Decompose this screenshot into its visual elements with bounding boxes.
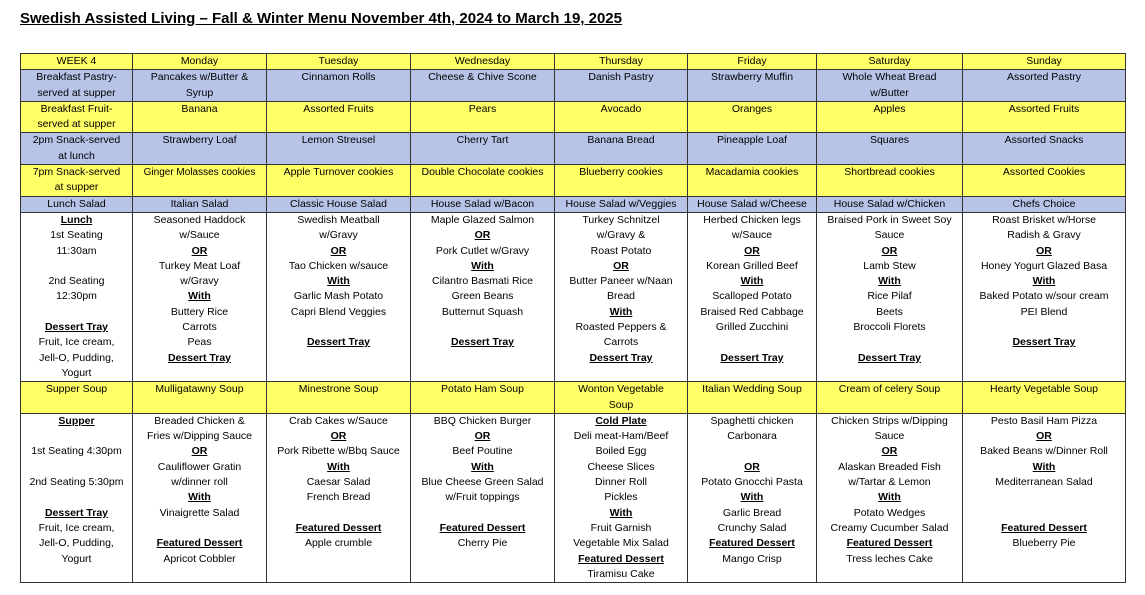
- menu-line: Squares: [869, 134, 910, 147]
- menu-line: Butternut Squash: [441, 305, 524, 318]
- menu-line: Syrup: [185, 86, 214, 99]
- menu-line: 2nd Seating: [48, 275, 105, 288]
- menu-line: [23, 259, 130, 274]
- menu-line: OR: [613, 259, 629, 272]
- menu-line: Banana: [181, 102, 218, 115]
- menu-line: [690, 444, 814, 459]
- menu-line: Cheese & Chive Scone: [428, 71, 537, 84]
- menu-line: Butter Paneer w/Naan: [569, 275, 673, 288]
- menu-line: Herbed Chicken legs: [703, 213, 801, 226]
- menu-cell-wednesday: [411, 212, 555, 381]
- menu-line: Turkey Schnitzel: [582, 213, 660, 226]
- menu-line: Jell-O, Pudding,: [39, 351, 114, 364]
- menu-line: Blueberry Pie: [1012, 537, 1076, 550]
- menu-line: Dessert Tray: [44, 321, 109, 334]
- row-label: [21, 70, 133, 102]
- menu-line: Dessert Tray: [450, 336, 515, 349]
- menu-line: [413, 320, 552, 335]
- menu-line: Italian Wedding Soup: [702, 383, 802, 396]
- menu-line: 2pm Snack-served: [32, 134, 121, 147]
- menu-line: Mediterranean Salad: [995, 476, 1093, 489]
- menu-cell-monday: [133, 70, 267, 102]
- menu-line: OR: [744, 460, 760, 473]
- menu-line: Potato Gnocchi Pasta: [701, 476, 803, 489]
- menu-cell-thursday: [555, 101, 688, 133]
- menu-line: Crunchy Salad: [717, 521, 787, 534]
- menu-line: Cauliflower Gratin: [157, 460, 242, 473]
- menu-line: Caesar Salad: [306, 476, 371, 489]
- menu-cell-sunday: [963, 133, 1126, 165]
- menu-line: With: [878, 275, 901, 288]
- day-header-wednesday: Wednesday: [411, 54, 555, 70]
- menu-line: served at supper: [37, 118, 116, 131]
- menu-line: Featured Dessert: [439, 521, 526, 534]
- menu-line: Yogurt: [61, 366, 92, 379]
- menu-cell-tuesday: [267, 133, 411, 165]
- menu-cell-friday: [688, 70, 817, 102]
- menu-line: Assorted Fruits: [303, 102, 374, 115]
- menu-line: Strawberry Muffin: [710, 71, 794, 84]
- menu-cell-thursday: [555, 133, 688, 165]
- day-header-thursday: Thursday: [555, 54, 688, 70]
- menu-line: Jell-O, Pudding,: [39, 537, 114, 550]
- menu-line: With: [609, 305, 633, 318]
- menu-cell-tuesday: [267, 212, 411, 381]
- menu-line: House Salad w/Cheese: [697, 197, 807, 210]
- menu-line: OR: [474, 229, 491, 242]
- menu-line: Macadamia cookies: [705, 166, 799, 179]
- lunch-row: [21, 212, 1126, 381]
- menu-line: Assorted Cookies: [1002, 166, 1086, 179]
- menu-line: Blueberry cookies: [579, 166, 663, 179]
- menu-line: Mulligatawny Soup: [155, 383, 244, 396]
- menu-line: Creamy Cucumber Salad: [830, 521, 949, 534]
- menu-line: Pickles: [604, 491, 638, 504]
- menu-line: Strawberry Loaf: [162, 134, 237, 147]
- menu-line: [690, 335, 814, 350]
- menu-line: OR: [474, 430, 491, 443]
- menu-line: Swedish Meatball: [297, 213, 380, 226]
- menu-line: w/Tartar & Lemon: [848, 476, 931, 489]
- menu-cell-wednesday: [411, 101, 555, 133]
- menu-line: Classic House Salad: [290, 197, 387, 210]
- menu-line: Breakfast Pastry-: [36, 71, 117, 84]
- menu-line: [23, 490, 130, 505]
- menu-line: at lunch: [58, 149, 95, 162]
- menu-line: Capri Blend Veggies: [290, 305, 387, 318]
- menu-line: Scalloped Potato: [712, 290, 792, 303]
- row-label: [21, 165, 133, 197]
- menu-cell-saturday: [817, 382, 963, 414]
- menu-cell-monday: [133, 212, 267, 381]
- menu-line: Dessert Tray: [857, 351, 922, 364]
- menu-line: OR: [191, 244, 208, 257]
- menu-cell-thursday: [555, 413, 688, 582]
- snack-2pm-row: [21, 133, 1126, 165]
- menu-line: OR: [881, 244, 898, 257]
- menu-line: Ginger Molasses cookies: [143, 167, 256, 179]
- menu-line: Assorted Fruits: [1008, 102, 1080, 115]
- menu-line: With: [609, 506, 633, 519]
- menu-line: 7pm Snack-served: [32, 166, 121, 179]
- menu-line: Blue Cheese Green Salad: [421, 476, 544, 489]
- menu-cell-saturday: [817, 212, 963, 381]
- menu-line: Dessert Tray: [720, 351, 784, 364]
- menu-cell-friday: [688, 101, 817, 133]
- menu-line: Honey Yogurt Glazed Basa: [980, 259, 1108, 272]
- menu-line: With: [740, 491, 764, 504]
- day-header-tuesday: Tuesday: [267, 54, 411, 70]
- menu-line: OR: [330, 430, 347, 443]
- menu-line: Cherry Tart: [456, 134, 509, 147]
- menu-cell-tuesday: [267, 165, 411, 197]
- menu-line: Fruit, Ice cream,: [38, 521, 115, 534]
- menu-line: Carrots: [182, 321, 217, 334]
- menu-line: House Salad w/Chicken: [833, 197, 946, 210]
- menu-line: Potato Wedges: [853, 506, 926, 519]
- menu-line: Carrots: [603, 336, 639, 349]
- week-label: WEEK 4: [21, 54, 133, 70]
- menu-line: With: [327, 275, 350, 288]
- row-label: [21, 101, 133, 133]
- snack-7pm-row: [21, 165, 1126, 197]
- menu-cell-friday: [688, 196, 817, 212]
- menu-line: Pork Ribette w/Bbq Sauce: [277, 445, 400, 458]
- supper-row: [21, 413, 1126, 582]
- menu-line: Featured Dessert: [709, 537, 795, 550]
- menu-cell-monday: [133, 196, 267, 212]
- menu-line: Vinaigrette Salad: [159, 506, 240, 519]
- menu-line: Sauce: [874, 430, 905, 443]
- menu-line: With: [188, 290, 211, 303]
- menu-line: [965, 320, 1123, 335]
- menu-line: Baked Potato w/sour cream: [979, 290, 1109, 303]
- menu-cell-friday: [688, 382, 817, 414]
- menu-line: Dinner Roll: [595, 476, 647, 489]
- menu-line: Wonton Vegetable: [578, 383, 664, 396]
- menu-line: Shortbread cookies: [844, 166, 935, 179]
- menu-line: [819, 335, 960, 350]
- menu-line: Seasoned Haddock: [153, 213, 246, 226]
- menu-line: Featured Dessert: [156, 537, 243, 550]
- menu-line: Cilantro Basmati Rice: [432, 275, 533, 288]
- day-header-monday: Monday: [133, 54, 267, 70]
- menu-line: [135, 521, 264, 536]
- menu-line: Maple Glazed Salmon: [430, 213, 535, 226]
- menu-cell-monday: [133, 382, 267, 414]
- menu-line: Green Beans: [451, 290, 514, 303]
- menu-line: Dessert Tray: [1012, 336, 1076, 349]
- menu-line: Garlic Bread: [722, 506, 782, 519]
- day-header-saturday: Saturday: [817, 54, 963, 70]
- menu-line: Pancakes w/Butter &: [150, 71, 249, 84]
- menu-cell-saturday: [817, 70, 963, 102]
- menu-cell-monday: [133, 101, 267, 133]
- menu-line: Vegetable Mix Salad: [573, 537, 669, 550]
- menu-line: Radish & Gravy: [1007, 229, 1081, 242]
- menu-line: [965, 506, 1123, 521]
- menu-line: Broccoli Florets: [853, 321, 926, 334]
- menu-line: Lunch: [60, 213, 93, 226]
- menu-cell-friday: [688, 165, 817, 197]
- menu-line: Supper Soup: [45, 383, 108, 396]
- menu-cell-thursday: [555, 165, 688, 197]
- menu-cell-friday: [688, 413, 817, 582]
- menu-line: [23, 429, 130, 444]
- menu-cell-saturday: [817, 165, 963, 197]
- menu-cell-sunday: [963, 212, 1126, 381]
- menu-line: Apple crumble: [304, 537, 373, 550]
- menu-line: Cherry Pie: [457, 537, 508, 550]
- menu-line: served at supper: [37, 86, 116, 99]
- menu-line: Dessert Tray: [44, 506, 109, 519]
- header-row: [21, 54, 1126, 70]
- menu-line: OR: [191, 445, 208, 458]
- menu-cell-friday: [688, 212, 817, 381]
- menu-line: OR: [881, 445, 898, 458]
- menu-line: [269, 506, 408, 521]
- menu-line: OR: [1036, 430, 1052, 443]
- menu-cell-wednesday: [411, 70, 555, 102]
- menu-line: Cinnamon Rolls: [301, 71, 376, 84]
- row-label: [21, 133, 133, 165]
- menu-line: Garlic Mash Potato: [293, 290, 384, 303]
- menu-cell-saturday: [817, 196, 963, 212]
- menu-line: w/Sauce: [179, 229, 220, 242]
- menu-line: Lamb Stew: [863, 259, 916, 272]
- menu-cell-monday: [133, 165, 267, 197]
- row-label: [21, 212, 133, 381]
- menu-cell-sunday: [963, 165, 1126, 197]
- menu-cell-monday: [133, 413, 267, 582]
- menu-line: Chefs Choice: [1012, 197, 1076, 210]
- menu-line: 12:30pm: [56, 290, 97, 303]
- supper-soup-row: [21, 382, 1126, 414]
- menu-line: Buttery Rice: [170, 305, 229, 318]
- menu-line: Fruit Garnish: [590, 521, 652, 534]
- menu-line: Hearty Vegetable Soup: [990, 383, 1098, 396]
- menu-line: Pineapple Loaf: [716, 134, 788, 147]
- menu-line: OR: [330, 244, 347, 257]
- menu-cell-wednesday: [411, 133, 555, 165]
- menu-line: Supper: [58, 414, 95, 427]
- menu-cell-friday: [688, 133, 817, 165]
- menu-line: Cold Plate: [595, 414, 647, 427]
- menu-line: [413, 506, 552, 521]
- menu-line: Alaskan Breaded Fish: [838, 460, 941, 473]
- menu-cell-saturday: [817, 133, 963, 165]
- day-header-friday: Friday: [688, 54, 817, 70]
- menu-cell-sunday: [963, 382, 1126, 414]
- menu-cell-tuesday: [267, 382, 411, 414]
- menu-line: Chicken Strips w/Dipping: [831, 414, 948, 427]
- menu-line: w/Sauce: [731, 229, 773, 242]
- menu-line: OR: [1036, 244, 1052, 257]
- menu-line: Featured Dessert: [846, 537, 933, 550]
- menu-cell-sunday: [963, 196, 1126, 212]
- menu-cell-thursday: [555, 70, 688, 102]
- menu-line: Sauce: [874, 229, 905, 242]
- menu-cell-sunday: [963, 101, 1126, 133]
- menu-line: Featured Dessert: [1001, 521, 1087, 534]
- menu-line: Breakfast Fruit-: [40, 102, 113, 115]
- menu-line: Rice Pilaf: [867, 290, 912, 303]
- menu-line: Breaded Chicken &: [154, 414, 245, 427]
- menu-line: w/Butter: [870, 86, 909, 99]
- menu-line: Banana Bread: [587, 134, 655, 147]
- menu-line: [269, 320, 408, 335]
- menu-line: Tao Chicken w/sauce: [288, 259, 389, 272]
- menu-line: Fries w/Dipping Sauce: [146, 430, 253, 443]
- menu-line: w/Fruit toppings: [445, 491, 520, 504]
- menu-line: With: [1032, 460, 1056, 473]
- menu-line: Braised Red Cabbage: [700, 305, 804, 318]
- menu-line: Bread: [606, 290, 636, 303]
- menu-line: Assorted Pastry: [1006, 71, 1082, 84]
- menu-line: Dessert Tray: [589, 351, 653, 364]
- menu-line: Apples: [873, 102, 906, 115]
- menu-line: [23, 460, 130, 475]
- menu-line: w/Gravy: [180, 275, 219, 288]
- menu-line: Pesto Basil Ham Pizza: [990, 414, 1098, 427]
- menu-cell-saturday: [817, 413, 963, 582]
- menu-cell-thursday: [555, 196, 688, 212]
- menu-line: OR: [744, 244, 760, 257]
- menu-line: Dessert Tray: [167, 351, 232, 364]
- menu-line: Braised Pork in Sweet Soy: [827, 213, 952, 226]
- menu-line: Italian Salad: [170, 197, 229, 210]
- menu-line: With: [471, 259, 494, 272]
- menu-cell-tuesday: [267, 101, 411, 133]
- row-label: [21, 196, 133, 212]
- menu-cell-thursday: [555, 382, 688, 414]
- menu-line: Tress leches Cake: [846, 552, 933, 565]
- menu-line: House Salad w/Veggies: [565, 197, 677, 210]
- menu-line: Mango Crisp: [722, 552, 782, 565]
- menu-line: Dessert Tray: [306, 336, 371, 349]
- menu-line: Baked Beans w/Dinner Roll: [980, 445, 1108, 458]
- menu-line: 1st Seating 4:30pm: [31, 445, 122, 458]
- menu-line: w/Gravy: [319, 229, 358, 242]
- menu-cell-wednesday: [411, 165, 555, 197]
- menu-cell-wednesday: [411, 413, 555, 582]
- menu-line: Roasted Peppers &: [575, 321, 667, 334]
- menu-line: With: [327, 460, 350, 473]
- menu-line: PEI Blend: [1020, 305, 1068, 318]
- menu-line: Potato Ham Soup: [441, 383, 524, 396]
- menu-line: Spaghetti chicken: [710, 414, 794, 427]
- breakfast-fruit-row: [21, 101, 1126, 133]
- menu-line: With: [878, 491, 901, 504]
- menu-line: With: [1032, 275, 1056, 288]
- menu-cell-monday: [133, 133, 267, 165]
- menu-line: w/dinner roll: [171, 476, 228, 489]
- menu-line: Beef Poutine: [452, 445, 513, 458]
- menu-table: [20, 53, 1126, 583]
- menu-line: Pears: [468, 102, 497, 115]
- page-title: Swedish Assisted Living – Fall & Winter Menu November 4th, 2024 to March 19, 2025: [20, 10, 622, 27]
- menu-line: Grilled Zucchini: [715, 321, 789, 334]
- menu-cell-sunday: [963, 413, 1126, 582]
- menu-line: BBQ Chicken Burger: [433, 414, 532, 427]
- menu-line: House Salad w/Bacon: [430, 197, 535, 210]
- menu-cell-sunday: [963, 70, 1126, 102]
- menu-line: Whole Wheat Bread: [842, 71, 937, 84]
- menu-line: 1st Seating: [50, 229, 103, 242]
- menu-line: Beets: [876, 305, 903, 318]
- menu-line: Crab Cakes w/Sauce: [289, 414, 388, 427]
- menu-line: Soup: [608, 398, 634, 411]
- menu-line: Avocado: [600, 102, 642, 115]
- menu-line: [965, 490, 1123, 505]
- menu-line: With: [471, 460, 494, 473]
- menu-line: French Bread: [306, 491, 371, 504]
- lunch-salad-row: [21, 196, 1126, 212]
- menu-cell-saturday: [817, 101, 963, 133]
- menu-line: Featured Dessert: [578, 552, 664, 565]
- menu-line: at supper: [54, 181, 99, 194]
- menu-line: Pork Cutlet w/Gravy: [435, 244, 530, 257]
- row-label: [21, 413, 133, 582]
- menu-line: Double Chocolate cookies: [421, 166, 544, 179]
- menu-cell-tuesday: [267, 413, 411, 582]
- menu-line: Lemon Streusel: [301, 134, 376, 147]
- breakfast-pastry-row: [21, 70, 1126, 102]
- menu-line: Featured Dessert: [295, 521, 382, 534]
- menu-line: Korean Grilled Beef: [706, 259, 798, 272]
- menu-cell-wednesday: [411, 382, 555, 414]
- menu-line: Fruit, Ice cream,: [38, 336, 115, 349]
- menu-line: Boiled Egg: [595, 445, 647, 458]
- menu-line: Tiramisu Cake: [587, 567, 655, 580]
- menu-line: Oranges: [731, 102, 773, 115]
- menu-line: Assorted Snacks: [1004, 134, 1084, 147]
- menu-line: Apricot Cobbler: [163, 552, 236, 565]
- menu-line: 2nd Seating 5:30pm: [29, 476, 124, 489]
- menu-cell-tuesday: [267, 70, 411, 102]
- menu-line: w/Gravy &: [596, 229, 646, 242]
- menu-line: Carbonara: [727, 430, 777, 443]
- menu-cell-thursday: [555, 212, 688, 381]
- menu-line: Minestrone Soup: [298, 383, 379, 396]
- menu-line: Deli meat-Ham/Beef: [573, 430, 669, 443]
- day-header-sunday: Sunday: [963, 54, 1126, 70]
- menu-line: Danish Pastry: [588, 71, 654, 84]
- menu-line: Peas: [187, 336, 212, 349]
- menu-line: With: [188, 491, 211, 504]
- menu-line: Roast Brisket w/Horse: [992, 213, 1096, 226]
- menu-line: [23, 305, 130, 320]
- menu-line: With: [740, 275, 764, 288]
- menu-cell-tuesday: [267, 196, 411, 212]
- menu-line: Cream of celery Soup: [838, 383, 941, 396]
- menu-cell-wednesday: [411, 196, 555, 212]
- menu-line: 11:30am: [56, 244, 97, 257]
- menu-line: Yogurt: [61, 552, 92, 565]
- menu-line: Roast Potato: [590, 244, 652, 257]
- menu-line: Apple Turnover cookies: [283, 166, 394, 179]
- row-label: [21, 382, 133, 414]
- menu-line: Turkey Meat Loaf: [158, 259, 241, 272]
- menu-line: Cheese Slices: [587, 460, 655, 473]
- menu-line: Lunch Salad: [47, 197, 106, 210]
